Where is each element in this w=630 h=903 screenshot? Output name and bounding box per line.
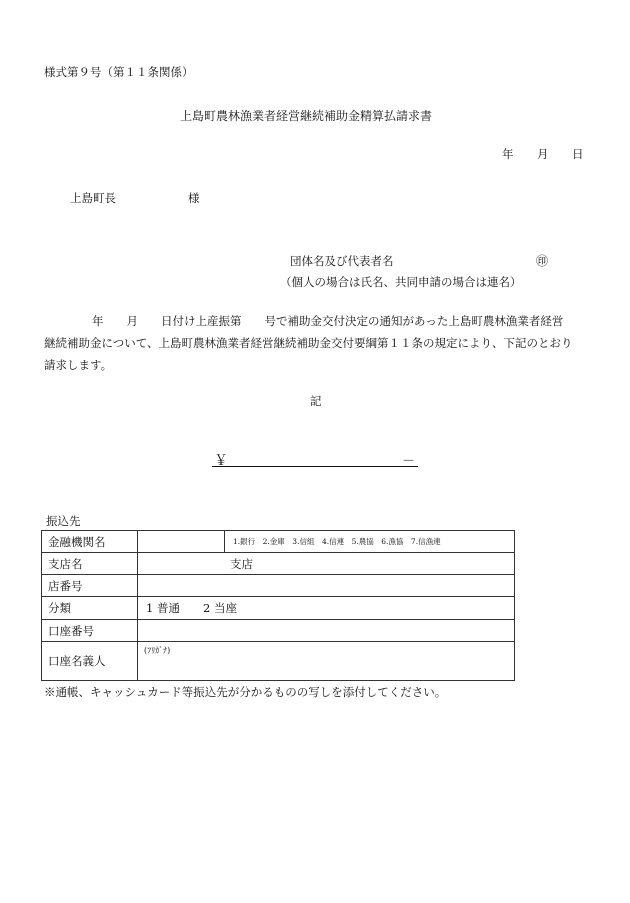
amount-dash: － [402,454,416,469]
addressee-name: 上島町長 [70,191,116,205]
account-number-label: 口座番号 [42,620,138,642]
branch-input[interactable] [138,553,515,575]
date-day: 日 [572,147,584,161]
account-holder-label: 口座名義人 [42,642,138,681]
row-branch [42,553,515,575]
furigana-label: (ﾌﾘｶﾞﾅ) [144,646,171,655]
date-year: 年 [502,147,514,161]
row-account-number [42,620,515,642]
category-label: 分類 [42,597,138,620]
row-account-holder [42,642,515,681]
document-title: 上島町農林漁業者経営継続補助金精算払請求書 [180,109,433,123]
applicant-label: 団体名及び代表者名 [290,254,394,268]
form-number: 様式第９号（第１１条関係） [44,65,194,79]
bank-table [41,530,515,681]
category-options[interactable] [138,597,515,620]
account-holder-input[interactable] [138,642,515,681]
body-line-2: 継続補助金について、上島町農林漁業者経営継続補助金交付要綱第１１条の規定により、下記のとおり [44,336,573,350]
yen-sign: ￥ [214,453,228,469]
addressee-honorific: 様 [188,191,200,205]
category-option-text: 1 普通 2 当座 [146,601,237,615]
store-number-label: 店番号 [42,575,138,597]
bank-cell [138,531,515,553]
body-line-1: 年 月 日付け上産振第 号で補助金交付決定の通知があった上島町農林漁業者経営 [92,314,564,328]
date-month: 月 [537,147,549,161]
body-line-3: 請求します。 [44,358,113,372]
request-body [44,310,589,376]
transfer-heading: 振込先 [46,514,81,528]
applicant-note: （個人の場合は氏名、共同申請の場合は連名） [280,275,522,289]
seal-mark: ㊞ [536,254,549,268]
branch-suffix: 支店 [230,556,253,571]
store-number-input[interactable] [138,575,515,597]
bank-name-input[interactable] [132,531,225,552]
footnote: ※通帳、キャッシュカード等振込先が分かるものの写しを添付してください。 [44,685,447,699]
row-store-number [42,575,515,597]
row-category [42,597,515,620]
amount-underline [212,466,418,467]
branch-label: 支店名 [42,553,138,575]
account-number-input[interactable] [138,620,515,642]
ki-heading: 記 [310,394,322,408]
bank-type-options: 1.銀行 2.金庫 3.信組 4.信連 5.農協 6.漁協 7.信漁連 [233,537,441,546]
bank-label: 金融機関名 [42,531,138,553]
row-bank [42,531,515,553]
